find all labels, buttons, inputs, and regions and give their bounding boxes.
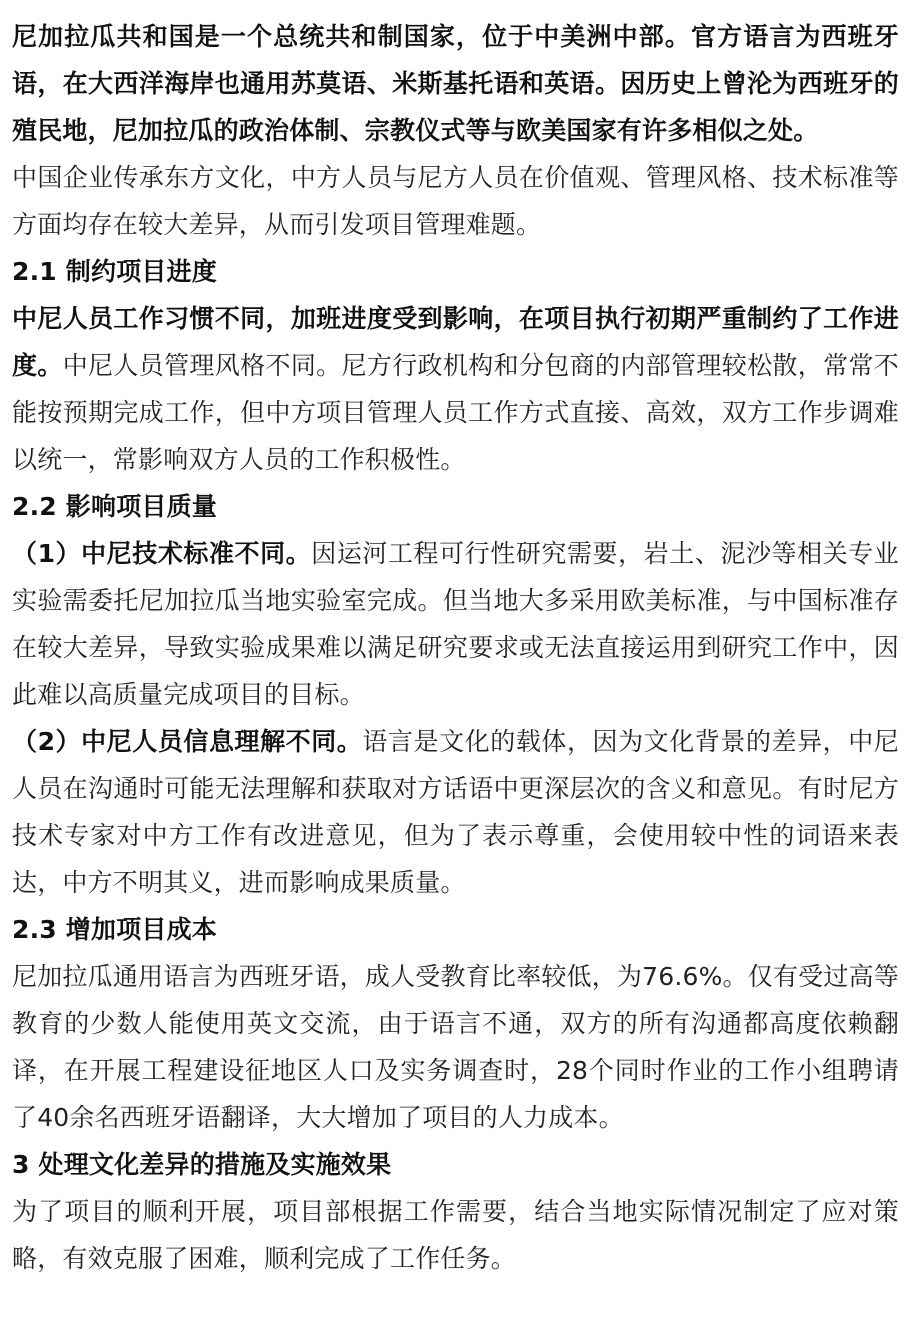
- section-2-2-item-1-lead: （1）中尼技术标准不同。: [12, 539, 312, 568]
- section-heading-2-3: 2.3 增加项目成本: [12, 915, 217, 944]
- section-2-1-text: 中尼人员管理风格不同。尼方行政机构和分包商的内部管理较松散，常常不能按预期完成工作，但中方项目管理人员工作方式直接、高效，双方工作步调难以统一，常影响双方人员的工作积极性。: [12, 351, 899, 474]
- section-2-3-paragraph: 尼加拉瓜通用语言为西班牙语，成人受教育比率较低，为76.6%。仅有受过高等教育的少数人能使用英文交流，由于语言不通，双方的所有沟通都高度依赖翻译，在开展工程建设征地区人口及实务调查时，28个同时作业的工作小组聘请了40余名西班牙语翻译，大大增加了项目的人力成本。: [12, 962, 899, 1132]
- section-2-2-item-2-lead: （2）中尼人员信息理解不同。: [12, 727, 363, 756]
- section-2-2-item-2: [12, 718, 899, 906]
- section-2-2-item-1: [12, 530, 899, 718]
- section-heading-2-2: 2.2 影响项目质量: [12, 492, 217, 521]
- section-2-1-lead: 中尼人员工作习惯不同，加班进度受到影响，在项目执行初期严重制约了工作进度。: [12, 304, 899, 380]
- section-heading-3: 3 处理文化差异的措施及实施效果: [12, 1150, 392, 1179]
- section-2-1-paragraph: [12, 295, 899, 483]
- intro-paragraph-bold: 尼加拉瓜共和国是一个总统共和制国家，位于中美洲中部。官方语言为西班牙语，在大西洋海岸也通用苏莫语、米斯基托语和英语。因历史上曾沦为西班牙的殖民地，尼加拉瓜的政治体制、宗教仪式等与欧美国家有许多相似之处。: [12, 22, 899, 145]
- section-heading-2-1: 2.1 制约项目进度: [12, 257, 217, 286]
- section-2-2-item-1-text: 因运河工程可行性研究需要，岩土、泥沙等相关专业实验需委托尼加拉瓜当地实验室完成。但当地大多采用欧美标准，与中国标准存在较大差异，导致实验成果难以满足研究要求或无法直接运用到研究工作中，因此难以高质量完成项目的目标。: [12, 539, 900, 709]
- section-2-2-item-2-text: 语言是文化的载体，因为文化背景的差异，中尼人员在沟通时可能无法理解和获取对方话语中更深层次的含义和意见。有时尼方技术专家对中方工作有改进意见，但为了表示尊重，会使用较中性的词语来表达，中方不明其义，进而影响成果质量。: [12, 727, 900, 897]
- section-3-paragraph: 为了项目的顺利开展，项目部根据工作需要，结合当地实际情况制定了应对策略，有效克服了困难，顺利完成了工作任务。: [12, 1197, 899, 1273]
- intro-paragraph: 中国企业传承东方文化，中方人员与尼方人员在价值观、管理风格、技术标准等方面均存在较大差异，从而引发项目管理难题。: [12, 163, 899, 239]
